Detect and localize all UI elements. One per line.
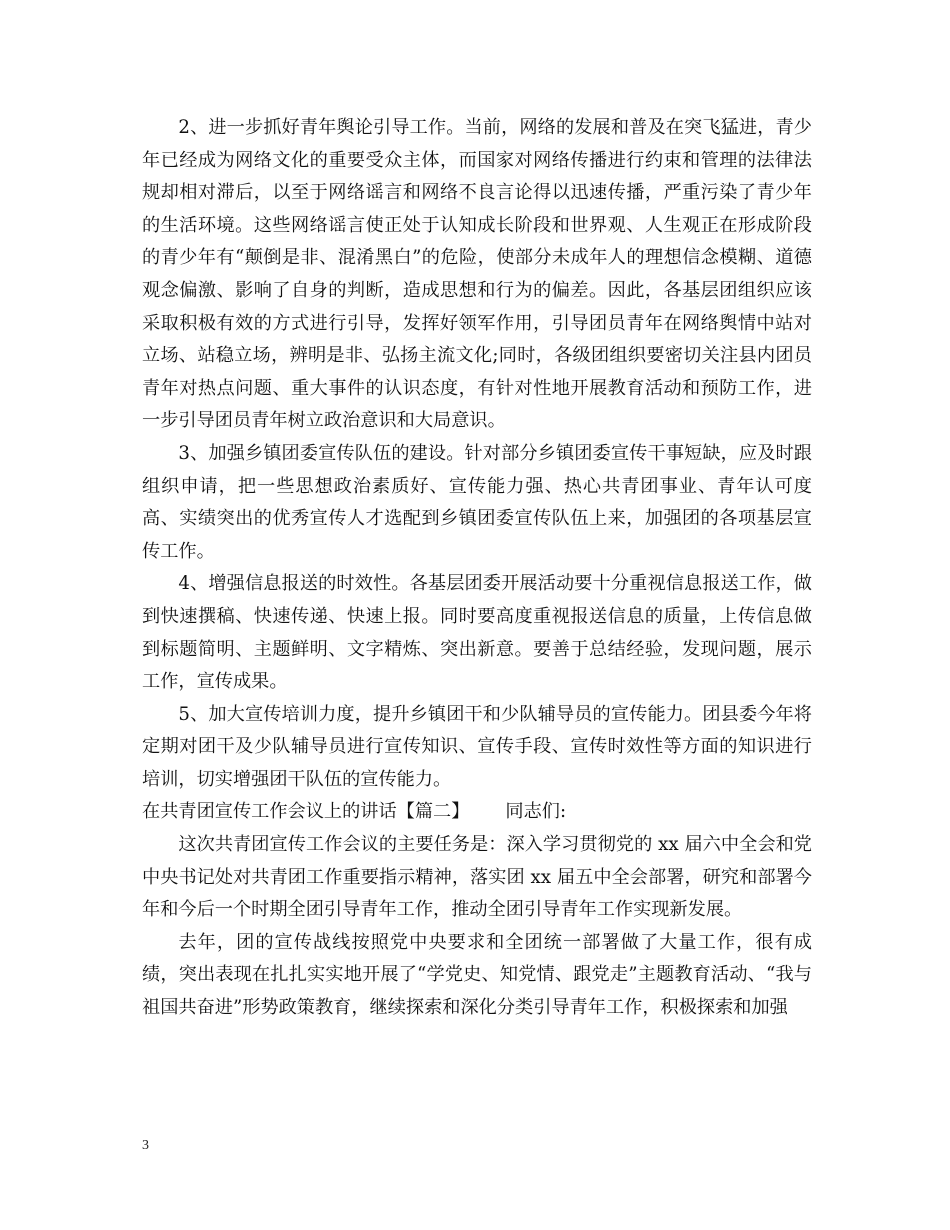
- document-body: [142, 112, 812, 1025]
- paragraph-item-5: 5、加大宣传培训力度，提升乡镇团干和少队辅导员的宣传能力。团县委今年将定期对团干及少队辅导员进行宣传知识、宣传手段、宣传时效性等方面的知识进行培训，切实增强团干队伍的宣传能力。: [142, 703, 812, 790]
- paragraph-item-2: 2、进一步抓好青年舆论引导工作。当前，网络的发展和普及在突飞猛进，青少年已经成为网络文化的重要受众主体，而国家对网络传播进行约束和管理的法律法规却相对滞后，以至于网络谣言和网络不良言论得以迅速传播，严重污染了青少年的生活环境。这些网络谣言使正处于认知成长阶段和世界观、人生观正在形成阶段的青少年有“颠倒是非、混淆黑白”的危险，使部分未成年人的理想信念模糊、道德观念偏激、影响了自身的判断，造成思想和行为的偏差。因此，各基层团组织应该采取积极有效的方式进行引导，发挥好领军作用，引导团员青年在网络舆情中站对立场、站稳立场，辨明是非、弘扬主流文化;同时，各级团组织要密切关注县内团员青年对热点问题、重大事件的认识态度，有针对性地开展教育活动和预防工作，进一步引导团员青年树立政治意识和大局意识。: [142, 117, 812, 432]
- paragraph-item-4: 4、增强信息报送的时效性。各基层团委开展活动要十分重视信息报送工作，做到快速撰稿、快速传递、快速上报。同时要高度重视报送信息的质量，上传信息做到标题简明、主题鲜明、文字精炼、突出新意。要善于总结经验，发现问题，展示工作，宣传成果。: [142, 573, 812, 693]
- paragraph-meeting-tasks: 这次共青团宣传工作会议的主要任务是：深入学习贯彻党的 xx 届六中全会和党中央书记处对共青团工作重要指示精神，落实团 xx 届五中全会部署，研究和部署今年和今后一个时期全团引导青年工作，推动全团引导青年工作实现新发展。: [142, 834, 812, 921]
- section-heading-line: [142, 796, 812, 829]
- paragraph-last-year: 去年，团的宣传战线按照党中央要求和全团统一部署做了大量工作，很有成绩，突出表现在扎扎实实地开展了“学党史、知党情、跟党走”主题教育活动、“我与祖国共奋进”形势政策教育，继续探索和深化分类引导青年工作，积极探索和加强: [142, 931, 812, 1019]
- page-number: 3: [142, 1138, 149, 1153]
- section-heading: 在共青团宣传工作会议上的讲话【篇二】: [142, 801, 470, 823]
- salutation: 同志们:: [505, 801, 567, 823]
- paragraph-item-3: 3、加强乡镇团委宣传队伍的建设。针对部分乡镇团委宣传干事短缺，应及时跟组织申请，把一些思想政治素质好、宣传能力强、热心共青团事业、青年认可度高、实绩突出的优秀宣传人才选配到乡镇团委宣传队伍上来，加强团的各项基层宣传工作。: [142, 442, 812, 562]
